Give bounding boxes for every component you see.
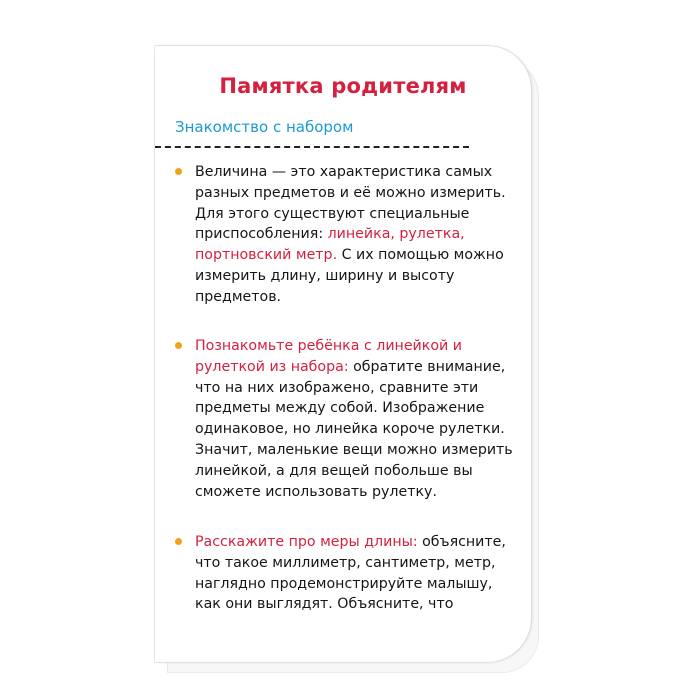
paragraph-size-definition (175, 162, 517, 308)
highlight-intro: Познакомьте ребёнка с линейкой и рулеткой из набора: (195, 338, 462, 375)
paragraph-length-units (175, 532, 517, 615)
paragraph-body: Величина — это характеристика самых разных предметов и её можно измерить. Для этого существуют специальные приспособления: (195, 164, 506, 243)
bullet-icon (175, 538, 182, 545)
memo-title: Памятка родителям (219, 74, 467, 98)
section-heading: Знакомство с набором (175, 118, 354, 136)
paragraph-text (195, 336, 517, 502)
parent-memo-card (155, 46, 531, 662)
paragraph-body: объясните, что такое миллиметр, сантиметр, метр, наглядно продемонстрируйте малышу, как они выглядят. Объясните, что (195, 534, 506, 613)
dashed-separator (155, 146, 469, 148)
paragraph-body: обратите внимание, что на них изображено, сравните эти предметы между собой. Изображение одинаковое, но линейка короче рулетки. Значит, маленькие вещи можно измерить линейкой, а для вещей побольше вы сможете использовать рулетку. (195, 358, 513, 500)
paragraph-text (195, 162, 517, 308)
bullet-icon (175, 168, 182, 175)
paragraph-ruler-tape (175, 336, 517, 502)
bullet-icon (175, 342, 182, 349)
highlight-units: Расскажите про меры длины: (195, 534, 418, 550)
paragraph-body: С их помощью можно измерить длину, ширину и высоту предметов. (195, 247, 504, 305)
highlight-tools: линейка, рулетка, портновский метр. (195, 226, 465, 264)
paragraph-text (195, 532, 517, 615)
